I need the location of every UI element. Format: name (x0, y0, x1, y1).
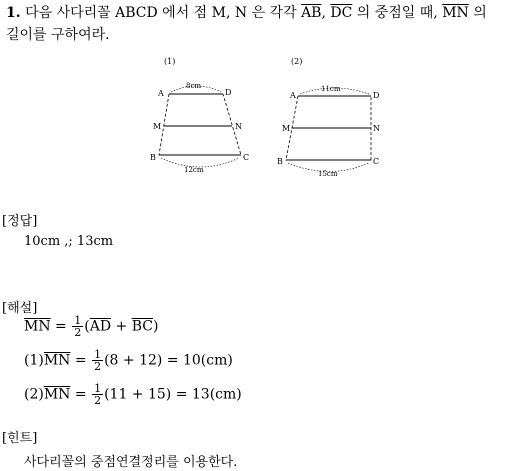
case-1-result: (8 + 12) = 10(cm) (104, 352, 233, 369)
hint-heading: [힌트] (2, 431, 38, 446)
figure-2-top-length: 11cm (321, 85, 341, 93)
case-2-result: (11 + 15) = 13(cm) (104, 386, 242, 403)
question-text: 다음 사다리꼴 ABCD 에서 점 M, N 은 각각 (25, 5, 297, 21)
comma: , (321, 5, 326, 21)
fraction-one-half: $\frac{1}{2}$ (94, 382, 102, 407)
formula-mn: $\overline{MN}$ (24, 318, 51, 335)
figure-1 (150, 57, 249, 174)
figure-2-point-d: D (373, 91, 380, 100)
figure-2-point-c: C (373, 157, 380, 166)
segment-ab: $\overline{AB}$ (301, 5, 322, 21)
figure-2-point-n: N (373, 124, 380, 133)
fraction-one-half: $\frac{1}{2}$ (94, 348, 102, 373)
question-line-2: 길이를 구하여라. (6, 27, 110, 43)
explanation-case-1: $(1)\overline{MN}$ = $\frac{1}{2}$ (8 + 12) = 10(cm) (24, 348, 233, 373)
fraction-one-half: $\frac{1}{2}$ (74, 314, 82, 339)
figure-2-bottom-length: 15cm (318, 170, 338, 178)
question-text-mid: 의 중점일 때, (356, 5, 438, 21)
case-2-mn: $\overline{MN}$ (43, 386, 71, 403)
trapezoid-figures (140, 52, 400, 182)
figure-1-point-c: C (243, 153, 250, 162)
figure-1-bottom-length: 12cm (184, 166, 204, 174)
question-text-after: 의 (473, 5, 487, 21)
figure-1-point-a: A (158, 89, 164, 98)
hint-text: 사다리꼴의 중점연결정리를 이용한다. (24, 455, 238, 470)
figure-2-label: (2) (291, 57, 303, 66)
formula-ad: $\overline{AD}$ (89, 318, 112, 335)
explanation-formula: $\overline{MN}$ = $\frac{1}{2}$ $(\overline{AD} + \overline{BC})$ (24, 314, 159, 339)
figure-1-point-n: N (235, 122, 242, 131)
segment-mn: $\overline{MN}$ (442, 5, 469, 21)
segment-dc: $\overline{DC}$ (330, 5, 353, 21)
explanation-heading: [해설] (2, 301, 38, 316)
formula-equals: = (55, 318, 67, 335)
formula-bc: $\overline{BC}$ (131, 318, 153, 335)
figure-1-point-m: M (153, 122, 162, 131)
figure-2-point-a: A (290, 91, 296, 100)
explanation-case-2: $(2)\overline{MN}$ = $\frac{1}{2}$ (11 + 15) = 13(cm) (24, 382, 242, 407)
case-1-mn: $\overline{MN}$ (43, 352, 71, 369)
figure-1-point-d: D (225, 88, 232, 97)
question-line-1 (6, 2, 487, 22)
figure-2-point-m: M (282, 124, 291, 133)
answer-value: 10cm ,; 13cm (24, 234, 114, 249)
figure-2 (277, 57, 380, 178)
figure-2-point-b: B (277, 157, 283, 166)
figure-1-top-length: 8cm (186, 82, 202, 90)
figure-1-label: (1) (164, 57, 176, 66)
answer-heading: [정답] (2, 214, 38, 229)
question-number: 1. (6, 5, 21, 21)
figure-1-point-b: B (150, 153, 156, 162)
